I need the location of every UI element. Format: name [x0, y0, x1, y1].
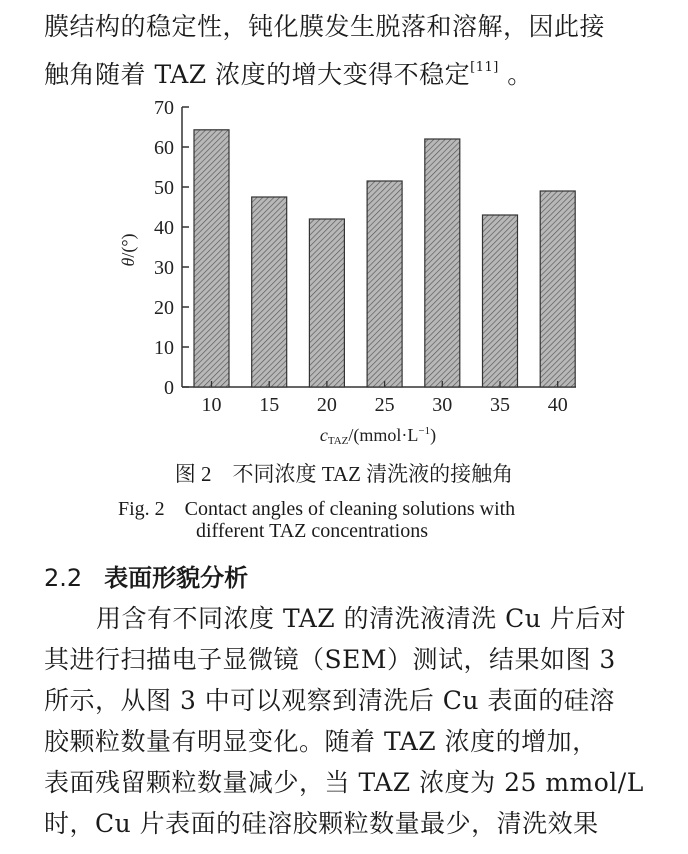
- bar-35: [483, 215, 518, 387]
- figure-caption-en: Fig. 2 Contact angles of cleaning solutions with: [118, 498, 516, 520]
- y-tick-label: 0: [164, 377, 174, 399]
- y-tick-label: 60: [154, 137, 174, 159]
- y-axis-ticks: [154, 97, 189, 399]
- bars: [194, 130, 575, 387]
- y-tick-label: 20: [154, 297, 174, 319]
- x-tick-label: 35: [490, 394, 510, 416]
- text-line: 时，Cu 片表面的硅溶胶颗粒数量最少，清洗效果: [44, 809, 599, 838]
- figure-caption-cn: 图 2 不同浓度 TAZ 清洗液的接触角: [174, 462, 514, 486]
- contact-angle-bar-chart: [110, 95, 590, 455]
- y-axis-label: θ/(°): [118, 233, 138, 267]
- bar-30: [425, 139, 460, 387]
- section-title: 表面形貌分析: [104, 564, 249, 592]
- x-tick-label: 25: [374, 394, 395, 416]
- paragraph-sem: [44, 598, 664, 844]
- bar-20: [309, 219, 344, 387]
- section-number: 2.2: [44, 564, 83, 592]
- text-line: 表面残留颗粒数量减少，当 TAZ 浓度为 25 mmol/L: [44, 768, 644, 797]
- paragraph-intro: [44, 6, 664, 95]
- x-tick-label: 40: [547, 394, 568, 416]
- text-line: 其进行扫描电子显微镜（SEM）测试，结果如图 3: [44, 645, 616, 674]
- y-tick-label: 50: [154, 177, 174, 199]
- x-tick-label: 20: [316, 394, 337, 416]
- x-tick-label: 15: [259, 394, 280, 416]
- text-line: 用含有不同浓度 TAZ 的清洗液清洗 Cu 片后对: [96, 604, 627, 633]
- x-axis-label: cTAZ/$(mmol\cdot L^{-1})$: [319, 425, 437, 447]
- text-line: 所示，从图 3 中可以观察到清洗后 Cu 表面的硅溶: [44, 686, 615, 715]
- bar-40: [540, 191, 575, 387]
- y-tick-label: 40: [154, 217, 174, 239]
- figure-caption-en-cont: different TAZ concentrations: [196, 520, 429, 542]
- x-tick-label: 10: [201, 394, 222, 416]
- bar-10: [194, 130, 229, 387]
- text-line: 触角随着 TAZ 浓度的增大变得不稳定[11] 。: [44, 60, 533, 89]
- bar-15: [252, 197, 287, 387]
- y-tick-label: 70: [154, 97, 174, 119]
- citation: [11]: [470, 60, 499, 75]
- bar-25: [367, 181, 402, 387]
- text-line: 胶颗粒数量有明显变化。随着 TAZ 浓度的增加，: [44, 727, 598, 756]
- text-line: 膜结构的稳定性，钝化膜发生脱落和溶解，因此接: [44, 12, 606, 41]
- y-tick-label: 30: [154, 257, 174, 279]
- section-heading: [44, 558, 248, 593]
- x-tick-label: 30: [432, 394, 453, 416]
- y-tick-label: 10: [154, 337, 174, 359]
